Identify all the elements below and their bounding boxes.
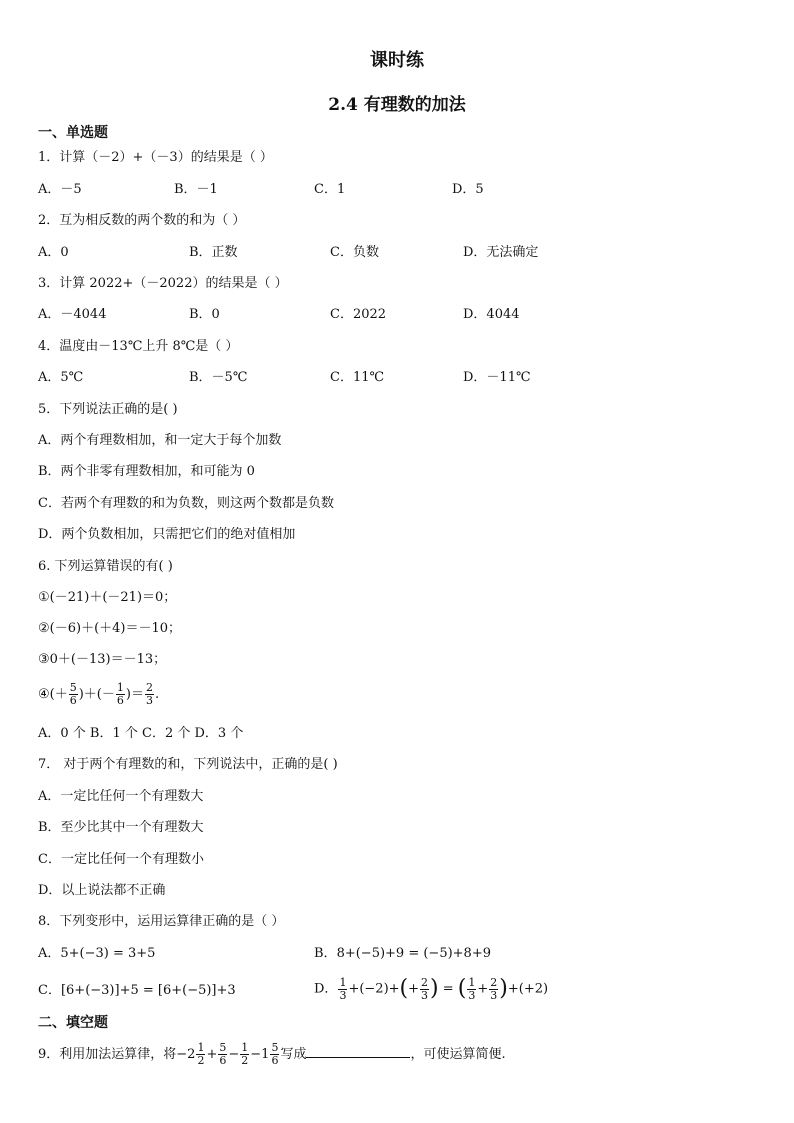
question-2-option-a: A．0 [38,245,69,260]
q6-i4-fraction-2 [116,682,125,707]
q8-b-label: B． [314,946,337,961]
q6-i4-middle: )＋(－ [78,687,115,702]
q9-num-4: 5 [271,1041,279,1054]
q9-den-3: 2 [241,1054,249,1067]
question-5-option-d: D．两个负数相加，只需把它们的绝对值相加 [38,527,296,542]
question-5-stem: 5．下列说法正确的是( ) [38,402,178,417]
question-7-option-d: D．以上说法都不正确 [38,883,166,898]
q6-i4-end: . [154,687,160,702]
q9-suffix: ，可使运算简便. [410,1047,506,1062]
question-3-option-c: C．2022 [330,307,387,322]
q8-d-plus: + [408,981,420,997]
question-3-option-d: D．4044 [463,307,520,322]
q8-d-label: D． [314,981,338,997]
question-8-stem: 8．下列变形中，运用运算律正确的是（ ） [38,914,285,929]
q6-i4-fraction-3 [145,682,154,707]
q6-i4-num-3: 2 [145,681,153,694]
q6-i4-prefix: ④(＋ [38,687,68,702]
question-3-option-b: B．0 [189,307,220,322]
question-1-option-c: C．1 [314,182,346,197]
q8-d-den-1: 3 [339,988,347,1002]
q8-d-fraction-1 [338,977,347,1002]
question-2-option-d: D．无法确定 [463,245,539,260]
q8-d-left-paren-2: ( [457,976,467,1001]
question-6-item-3: ③0＋(－13)＝－13； [38,652,167,667]
q8-d-right-paren: ) [430,976,439,1001]
q8-d-den-3: 3 [468,988,476,1002]
q8-d-equals: = [438,981,458,997]
q9-den-2: 6 [219,1054,227,1067]
q8-d-fraction-2 [420,977,429,1002]
q6-i4-num-2: 1 [116,681,124,694]
q9-op-2: + [206,1047,218,1062]
question-5-option-c: C．若两个有理数的和为负数，则这两个数都是负数 [38,496,334,511]
question-2-option-c: C．负数 [330,245,379,260]
question-8-option-c [38,982,236,1000]
q8-d-num-4: 2 [490,975,498,989]
q8-d-num-3: 1 [468,975,476,989]
q9-prefix: 9．利用加法运算律，将 [38,1047,177,1062]
q9-term-4: −1 [250,1047,270,1062]
q8-d-num-1: 1 [339,975,347,989]
question-5-option-a: A．两个有理数相加，和一定大于每个加数 [38,433,282,448]
q9-op-3: − [228,1047,240,1062]
q8-d-tail: +(+2) [507,981,549,997]
question-7-option-c: C．一定比任何一个有理数小 [38,852,204,867]
question-6-item-4 [38,680,159,710]
question-6-options: A．0 个 B．1 个 C．2 个 D．3 个 [38,726,244,741]
q6-i4-den-2: 6 [116,694,124,707]
q9-den-1: 2 [197,1054,205,1067]
question-7-option-a: A．一定比任何一个有理数大 [38,789,204,804]
page-title: 课时练 [370,50,424,71]
question-7-stem: 7． 对于两个有理数的和，下列说法中，正确的是( ) [38,757,338,772]
q6-i4-num-1: 5 [69,681,77,694]
q9-fraction-1 [196,1042,205,1067]
q8-d-den-2: 3 [421,988,429,1002]
question-4-option-c: C．11℃ [330,370,385,385]
q9-fraction-3 [240,1042,249,1067]
q9-num-2: 5 [219,1041,227,1054]
question-4-option-b: B．－5℃ [189,370,248,385]
question-4-option-d: D．－11℃ [463,370,531,385]
question-3-stem: 3．计算 2022+（－2022）的结果是（ ） [38,276,288,291]
question-5-option-b: B．两个非零有理数相加，和可能为 0 [38,464,255,479]
q8-d-middle: +(−2)+ [348,981,400,997]
page-subtitle: 2.4 有理数的加法 [328,95,466,115]
q6-i4-fraction-1 [69,682,78,707]
question-7-option-b: B．至少比其中一个有理数大 [38,820,204,835]
question-6-stem: 6. 下列运算错误的有( ) [38,559,173,574]
question-3-option-a: A．－4044 [38,307,107,322]
question-8-option-a [38,945,155,963]
q8-c-label: C． [38,983,61,998]
q9-answer-blank[interactable] [306,1043,410,1058]
q8-d-num-2: 2 [421,975,429,989]
question-9 [38,1038,506,1072]
question-1-option-d: D．5 [452,182,484,197]
section-heading-single-choice: 一、单选题 [38,125,108,141]
q8-d-den-4: 3 [490,988,498,1002]
q9-num-3: 1 [241,1041,249,1054]
q8-d-plus-2: + [477,981,489,997]
q8-c-expression: [6+(−3)]+5 = [6+(−5)]+3 [60,983,236,998]
question-2-option-b: B．正数 [189,245,238,260]
q8-d-right-paren-2: ) [499,976,508,1001]
q6-i4-den-3: 3 [145,694,153,707]
q9-term-1: −2 [176,1047,196,1062]
q8-b-expression: 8+(−5)+9 = (−5)+8+9 [336,946,491,961]
q8-d-left-paren: ( [399,976,409,1001]
question-8-option-b [314,945,491,963]
question-8-option-d [314,972,548,1007]
question-1-stem: 1．计算（－2）+（－3）的结果是（ ） [38,150,273,165]
q8-a-label: A． [38,946,61,961]
q6-i4-den-1: 6 [69,694,77,707]
question-4-stem: 4．温度由－13℃上升 8℃是（ ） [38,339,239,354]
q9-den-4: 6 [271,1054,279,1067]
q9-fraction-4 [270,1042,279,1067]
q6-i4-equals: )＝ [125,687,144,702]
question-1-option-a: A．－5 [38,182,82,197]
section-heading-fill-blank: 二、填空题 [38,1015,108,1031]
q9-fraction-2 [218,1042,227,1067]
question-2-stem: 2．互为相反数的两个数的和为（ ） [38,213,246,228]
q9-middle: 写成 [280,1047,307,1062]
q8-a-expression: 5+(−3) = 3+5 [60,946,156,961]
question-4-option-a: A．5℃ [38,370,84,385]
q8-d-fraction-4 [489,977,498,1002]
question-6-item-1: ①(－21)＋(－21)＝0； [38,590,177,605]
question-6-item-2: ②(－6)＋(＋4)＝－10； [38,621,182,636]
q8-d-fraction-3 [467,977,476,1002]
question-1-option-b: B．－1 [174,182,218,197]
q9-num-1: 1 [197,1041,205,1054]
